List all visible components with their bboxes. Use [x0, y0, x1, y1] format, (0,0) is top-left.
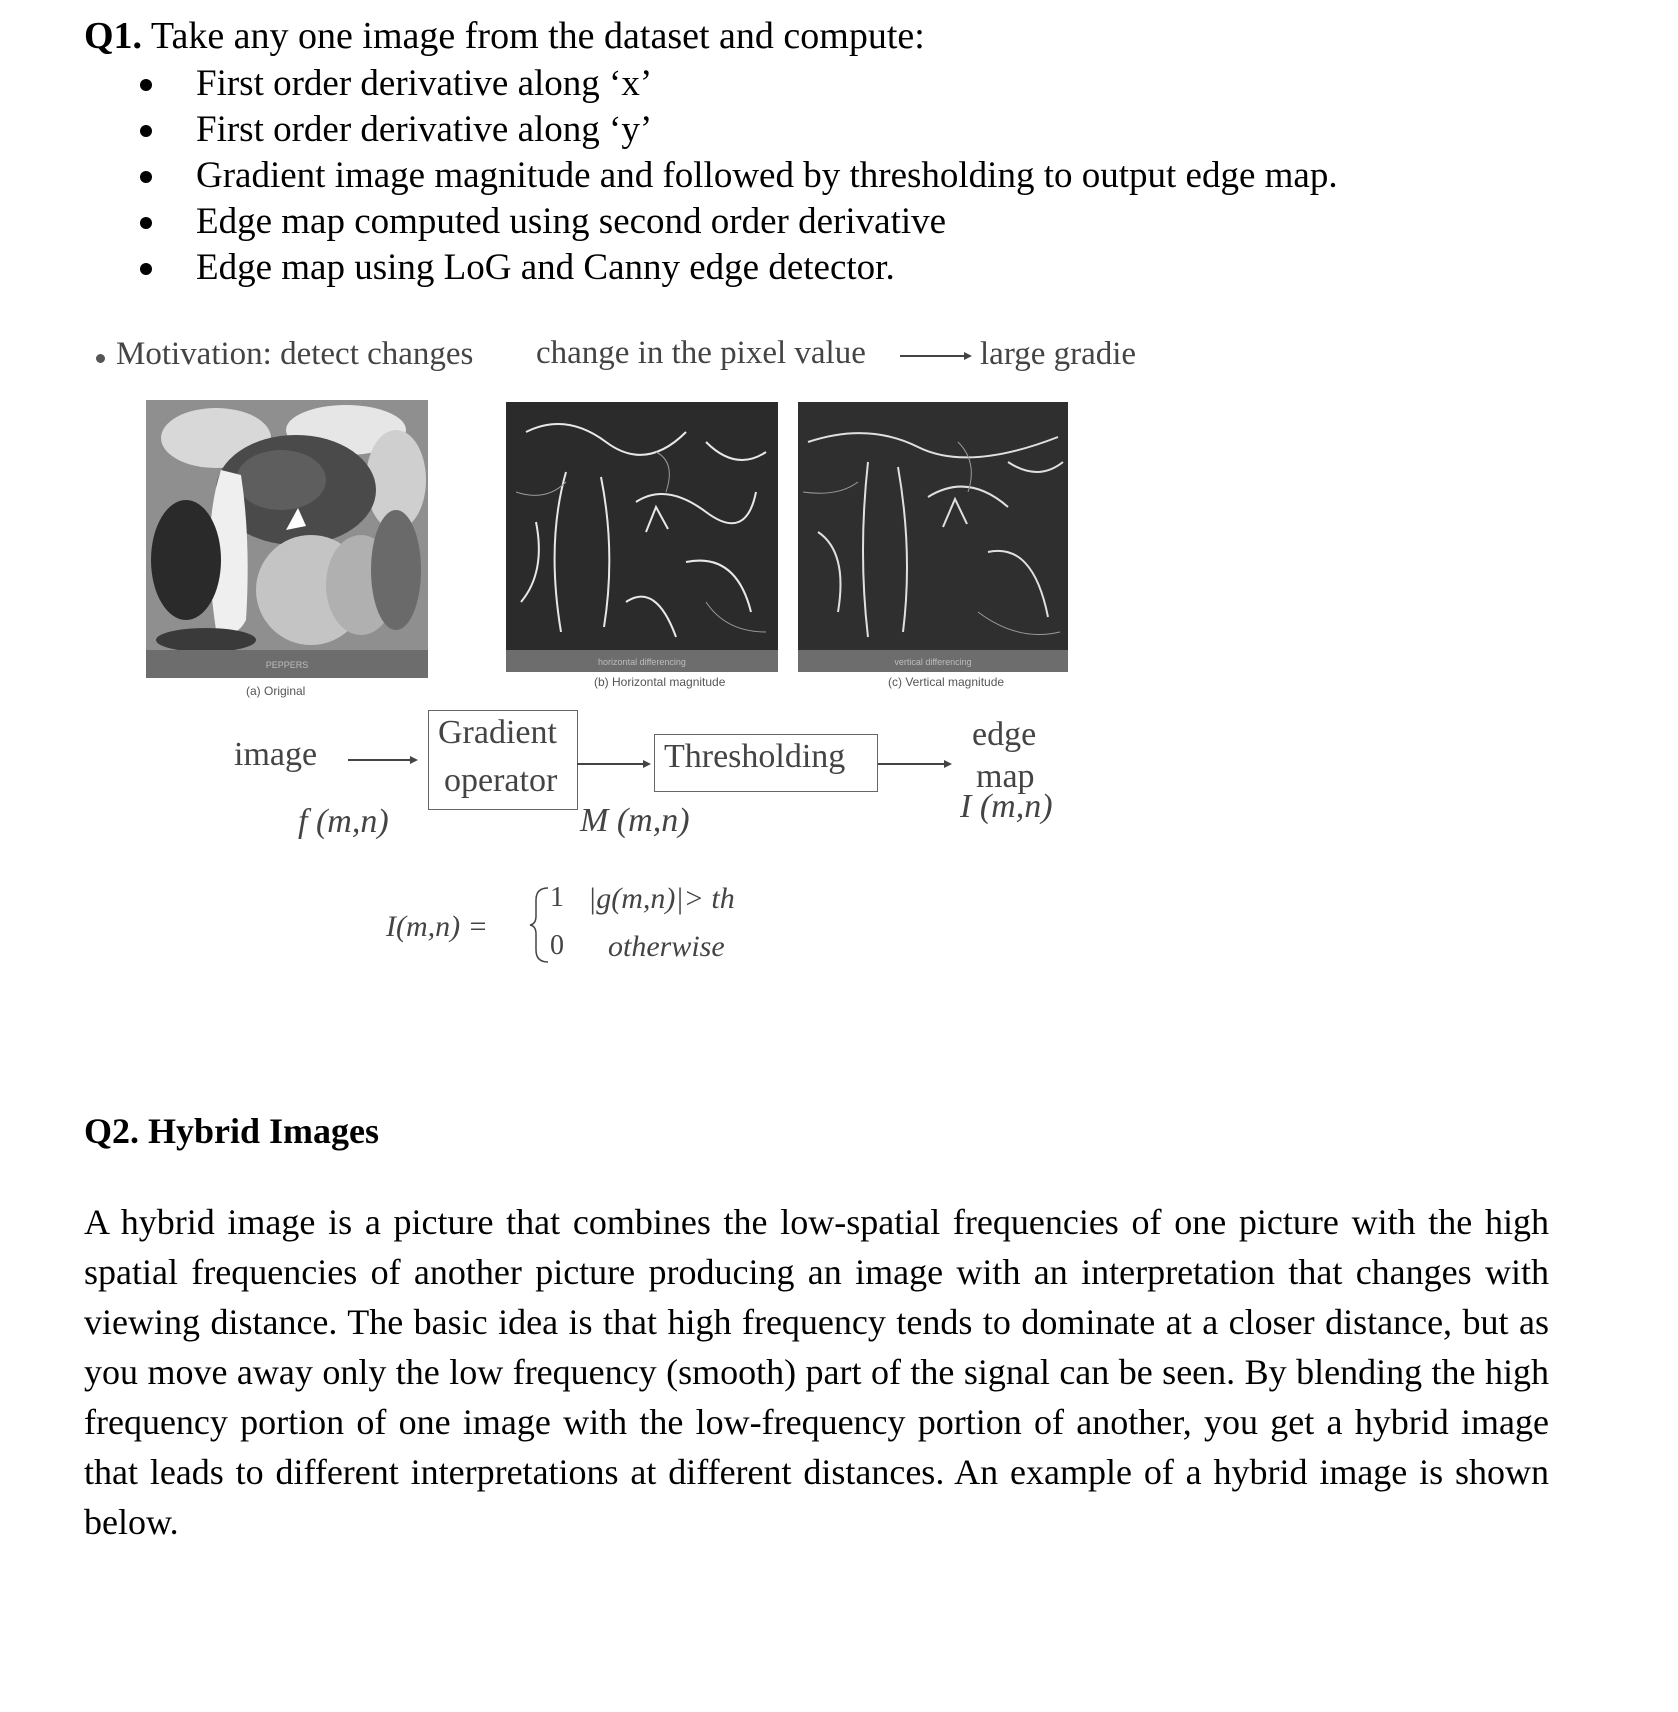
q2-paragraph: A hybrid image is a picture that combines the low-spatial frequencies of one picture with the high spatial frequencies of another picture producing an image with an interpretation that changes with viewing distance. The basic idea is that high frequency tends to dominate at a closer distance, but as you move away only the low frequency (smooth) part of the signal can be seen. By blending the high frequency portion of one image with the low-frequency portion of another, you get a hybrid image that leads to different interpretations at different distances. An example of a hybrid image is shown below. [84, 1202, 1549, 1542]
original-image [146, 400, 428, 678]
bullet-icon [140, 79, 152, 91]
M-mn-label: M (m,n) [580, 802, 690, 839]
thresholding-label: Thresholding [664, 738, 846, 775]
q2-heading: Q2. Hybrid Images [84, 1111, 380, 1151]
list-item-text: Edge map using LoG and Canny edge detector. [196, 247, 895, 288]
gradient-line2: operator [444, 762, 558, 799]
banner-text: horizontal differencing [598, 657, 686, 667]
bullet-icon [140, 125, 152, 137]
bullet-icon [140, 217, 152, 229]
change-text: change in the pixel value [536, 335, 866, 371]
formula-lhs: I(m,n) = [386, 910, 488, 943]
brace-icon [528, 886, 552, 964]
banner-text: PEPPERS [265, 660, 309, 670]
slide-figure [80, 330, 1140, 990]
arrow-right-icon [348, 754, 420, 766]
vertical-magnitude-image [798, 402, 1068, 672]
caption-horizontal: (b) Horizontal magnitude [594, 675, 726, 689]
I-mn-label: I (m,n) [960, 788, 1053, 825]
arrow-right-icon [900, 350, 974, 362]
q1-heading [84, 14, 925, 58]
motivation-text: Motivation: detect changes [116, 336, 474, 372]
q1-title: Take any one image from the dataset and compute: [150, 15, 925, 57]
case1-value: 1 [550, 882, 564, 913]
banner-text: vertical differencing [894, 657, 972, 667]
case2-condition: otherwise [608, 930, 725, 963]
arrow-right-icon [878, 758, 954, 770]
list-item-text: First order derivative along ‘x’ [196, 63, 653, 104]
list-item-text: First order derivative along ‘y’ [196, 109, 653, 150]
case2-value: 0 [550, 930, 564, 961]
bullet-icon [140, 263, 152, 275]
gradient-line1: Gradient [438, 714, 557, 751]
flow-input-label: image [234, 736, 318, 773]
q1-label: Q1. [84, 15, 143, 57]
large-gradient-text: large gradie [980, 336, 1137, 372]
caption-original: (a) Original [246, 684, 306, 698]
arrow-right-icon [577, 758, 653, 770]
list-item-text: Gradient image magnitude and followed by thresholding to output edge map. [196, 155, 1338, 196]
list-item-text: Edge map computed using second order derivative [196, 201, 947, 242]
case1-condition: |g(m,n)|> th [588, 882, 735, 915]
bullet-icon [140, 171, 152, 183]
horizontal-magnitude-image [506, 402, 778, 672]
bullet-icon [96, 354, 105, 363]
edge-label: edge [972, 716, 1037, 753]
f-mn-label: f (m,n) [298, 803, 389, 840]
map-label: map [976, 758, 1035, 795]
caption-vertical: (c) Vertical magnitude [888, 675, 1005, 689]
